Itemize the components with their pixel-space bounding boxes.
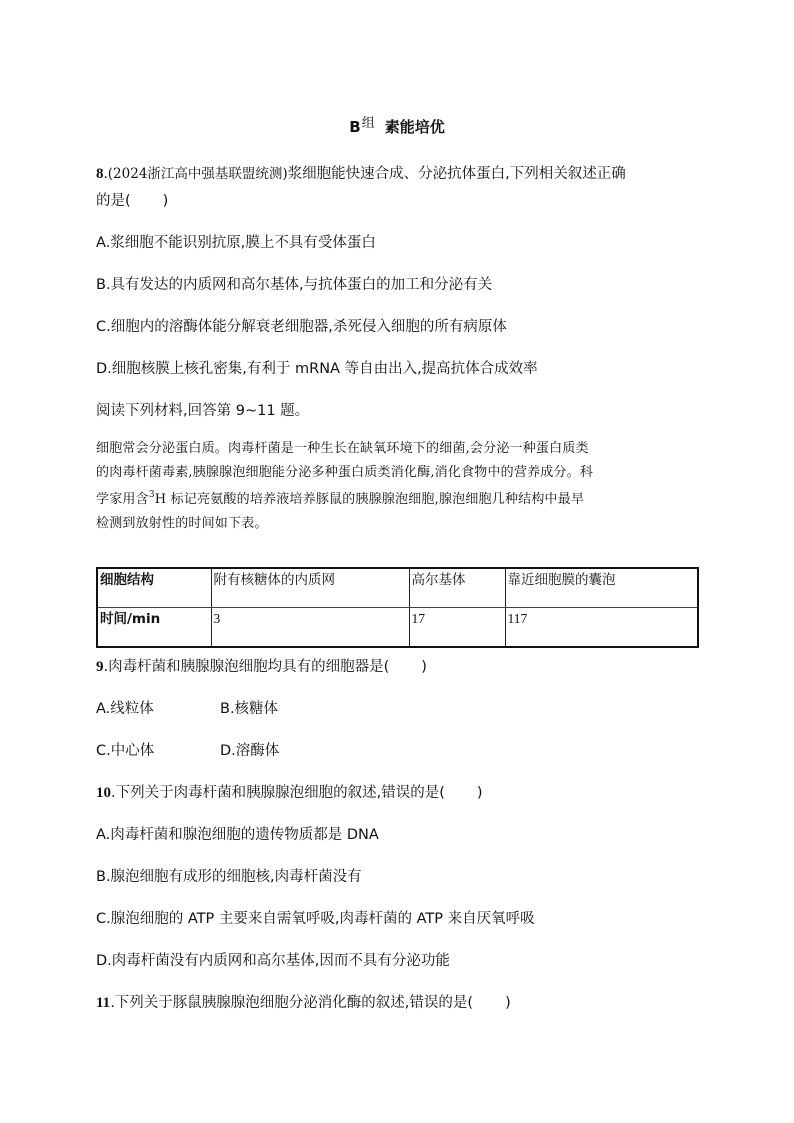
q11-stem-close: ): [505, 995, 511, 1011]
q10-option-a: A.肉毒杆菌和腺泡细胞的遗传物质都是 DNA: [96, 827, 379, 843]
q8-option-c: C.细胞内的溶酶体能分解衰老细胞器,杀死侵入细胞的所有病原体: [96, 319, 507, 335]
q10-stem-text: .下列关于肉毒杆菌和胰腺腺泡细胞的叙述,错误的是(: [111, 785, 445, 801]
isotope-superscript: 3: [148, 490, 155, 500]
section-title-sup: 组: [361, 116, 375, 131]
q8-stem-line1: [96, 164, 626, 184]
q10-option-c: C.腺泡细胞的 ATP 主要来自需氧呼吸,肉毒杆菌的 ATP 来自厌氧呼吸: [96, 911, 535, 927]
material-line-4: 检测到放射性的时间如下表。: [96, 515, 268, 531]
table-cell-golgi: 17: [409, 608, 505, 648]
material-line-3: [96, 484, 696, 512]
q8-source: .(2024浙江高中强基联盟统测): [103, 166, 288, 182]
q11-number: 11: [96, 995, 111, 1011]
q9-stem: [96, 657, 427, 677]
q8-stem-text: 浆细胞能快速合成、分泌抗体蛋白,下列相关叙述正确: [287, 166, 626, 182]
q10-number: 10: [96, 785, 111, 801]
material-line-2: 的肉毒杆菌毒素,胰腺腺泡细胞能分泌多种蛋白质类消化酶,消化食物中的营养成分。科: [96, 464, 594, 480]
q10-stem-close: ): [476, 785, 483, 801]
section-title: [0, 112, 794, 137]
q8-option-d: D.细胞核膜上核孔密集,有利于 mRNA 等自由出入,提高抗体合成效率: [96, 361, 538, 377]
table-row: [97, 608, 698, 648]
material-line-3-a: 学家用含: [96, 492, 149, 507]
q8-option-a: A.浆细胞不能识别抗原,膜上不具有受体蛋白: [96, 235, 376, 251]
material-passage: [96, 437, 696, 535]
q10-option-d: D.肉毒杆菌没有内质网和高尔基体,因而不具有分泌功能: [96, 953, 450, 969]
table-cell-er: 3: [211, 608, 409, 648]
q9-options-row2: [96, 741, 279, 761]
q9-option-d: D.溶酶体: [220, 743, 280, 759]
q8-stem-line2: [96, 191, 168, 211]
q8-stem-line2-b: ): [162, 193, 169, 209]
table-header-er: 附有核糖体的内质网: [211, 568, 409, 608]
q10-stem: [96, 783, 483, 803]
table-header-golgi: 高尔基体: [409, 568, 505, 608]
q8-option-b: B.具有发达的内质网和高尔基体,与抗体蛋白的加工和分泌有关: [96, 277, 493, 293]
table-cell-vesicle: 117: [505, 608, 698, 648]
q11-stem-text: .下列关于豚鼠胰腺腺泡细胞分泌消化酶的叙述,错误的是(: [110, 995, 474, 1011]
q9-options-row1: [96, 699, 278, 719]
section-title-rest: 素能培优: [384, 118, 445, 136]
q10-option-b: B.腺泡细胞有成形的细胞核,肉毒杆菌没有: [96, 869, 362, 885]
q9-number: 9: [96, 659, 104, 675]
table-header-row: [97, 568, 698, 608]
material-line-1: 细胞常会分泌蛋白质。肉毒杆菌是一种生长在缺氧环境下的细菌,会分泌一种蛋白质类: [96, 441, 589, 456]
table-header-vesicle: 靠近细胞膜的囊泡: [505, 568, 698, 608]
q9-stem-text: .肉毒杆菌和胰腺腺泡细胞均具有的细胞器是(: [103, 659, 390, 675]
material-line-3-b: H 标记亮氨酸的培养液培养豚鼠的胰腺腺泡细胞,腺泡细胞几种结构中最早: [154, 492, 585, 507]
section-title-main: B: [349, 118, 361, 136]
q8-number: 8: [96, 166, 104, 182]
table-header-structure: 细胞结构: [97, 568, 211, 608]
radioactivity-table: [96, 567, 699, 648]
table-row-label: 时间/min: [97, 608, 211, 648]
q9-option-b: B.核糖体: [220, 701, 279, 717]
q9-option-c: C.中心体: [96, 743, 155, 759]
q9-option-a: A.线粒体: [96, 701, 154, 717]
material-intro: 阅读下列材料,回答第 9~11 题。: [96, 403, 310, 419]
q8-stem-line2-a: 的是(: [96, 193, 131, 209]
q9-stem-close: ): [421, 659, 427, 675]
q11-stem: [96, 993, 511, 1013]
